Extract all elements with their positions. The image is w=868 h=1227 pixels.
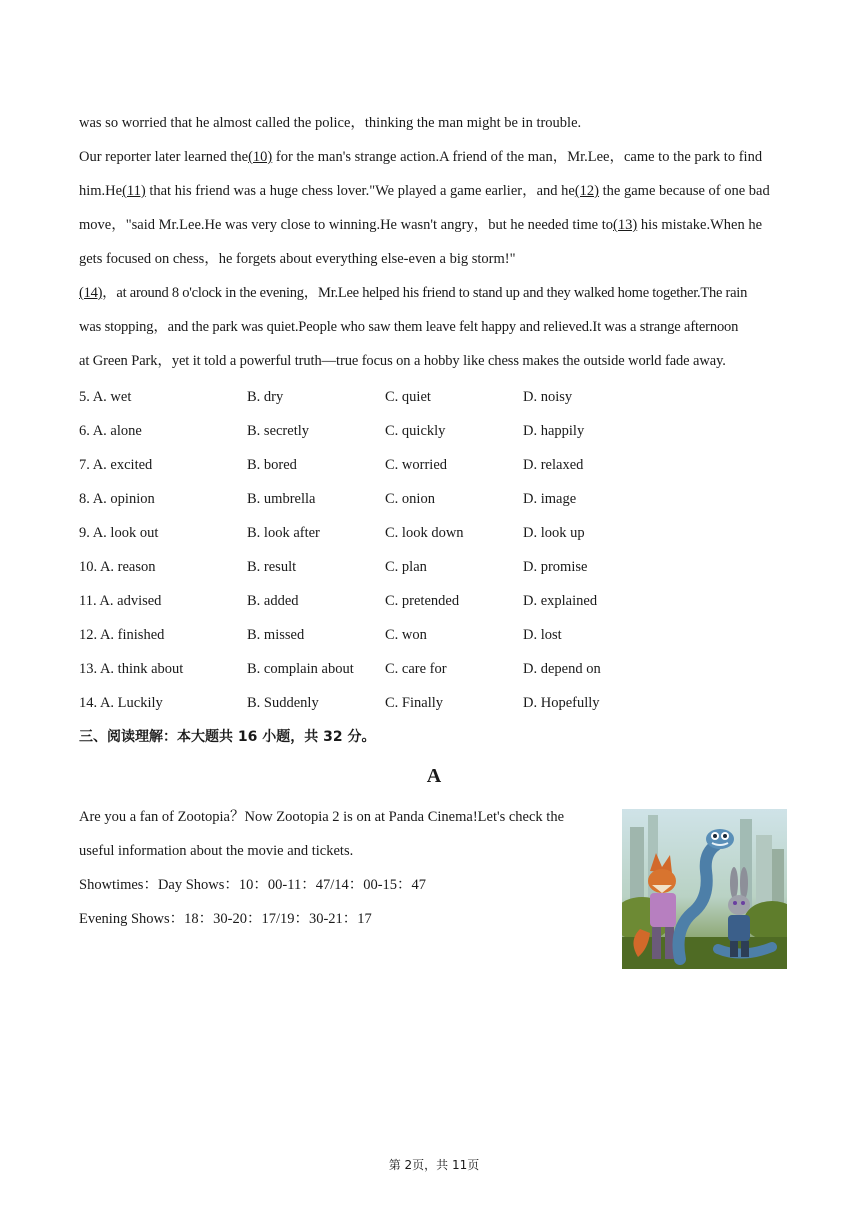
option-b: B. look after — [247, 525, 320, 541]
option-b: B. Suddenly — [247, 695, 319, 711]
option-b: B. added — [247, 593, 299, 609]
answer-options — [79, 380, 791, 720]
question-row-10 — [79, 550, 791, 584]
blank-11: (11) — [122, 183, 146, 199]
question-row-14 — [79, 686, 791, 720]
passage-line: gets focused on chess，he forgets about everything else-even a big storm!" — [79, 251, 516, 267]
option-d: D. Hopefully — [523, 695, 600, 711]
option-a: 11. A. advised — [79, 593, 162, 609]
option-d: D. explained — [523, 593, 598, 609]
option-c: C. quickly — [385, 423, 446, 439]
passage-line: move，"said Mr.Lee.He was very close to winning.He wasn't angry，but he needed time to(13) his mistake.When he — [79, 217, 763, 233]
option-b: B. complain about — [247, 661, 354, 677]
passage-line: Our reporter later learned the(10) for the man's strange action.A friend of the man，Mr.Lee，came to the park to find — [79, 149, 763, 165]
option-d: D. relaxed — [523, 457, 584, 473]
cloze-passage — [79, 106, 791, 378]
passage-line: at Green Park，yet it told a powerful truth—true focus on a hobby like chess makes the outside world fade away. — [79, 353, 726, 369]
poster-illustration — [622, 809, 787, 969]
passage-line: (14)，at around 8 o'clock in the evening，Mr.Lee helped his friend to stand up and they walked home together.The rain — [79, 285, 748, 301]
option-a: 6. A. alone — [79, 423, 142, 439]
option-c: C. quiet — [385, 389, 431, 405]
option-a: 14. A. Luckily — [79, 695, 163, 711]
option-d: D. happily — [523, 423, 585, 439]
option-d: D. noisy — [523, 389, 573, 405]
section-heading: 三、阅读理解：本大题共 16 小题，共 32 分。 — [79, 729, 376, 745]
blank-14: (14) — [79, 285, 103, 301]
question-row-7 — [79, 448, 791, 482]
option-c: C. look down — [385, 525, 464, 541]
option-c: C. Finally — [385, 695, 444, 711]
option-d: D. lost — [523, 627, 562, 643]
movie-poster-image — [622, 809, 787, 969]
option-a: 9. A. look out — [79, 525, 159, 541]
passage-line: was so worried that he almost called the police，thinking the man might be in trouble. — [79, 115, 582, 131]
page-footer: 第 2页，共 11页 — [388, 1158, 480, 1172]
question-row-11 — [79, 584, 791, 618]
option-c: C. won — [385, 627, 427, 643]
blank-10: (10) — [248, 149, 273, 165]
option-c: C. care for — [385, 661, 447, 677]
option-a: 7. A. excited — [79, 457, 153, 473]
question-row-9 — [79, 516, 791, 550]
question-row-6 — [79, 414, 791, 448]
option-a: 5. A. wet — [79, 389, 132, 405]
option-b: B. bored — [247, 457, 297, 473]
option-d: D. image — [523, 491, 577, 507]
passage-line: him.He(11) that his friend was a huge chess lover."We played a game earlier，and he(12) the game because of one bad — [79, 183, 770, 199]
showtimes-evening: Evening Shows：18：30-20：17/19：30-21：17 — [79, 911, 372, 927]
option-b: B. dry — [247, 389, 284, 405]
option-c: C. pretended — [385, 593, 460, 609]
intro-line: useful information about the movie and tickets. — [79, 843, 354, 859]
option-b: B. result — [247, 559, 297, 575]
question-row-5 — [79, 380, 791, 414]
option-d: D. depend on — [523, 661, 601, 677]
option-a: 12. A. finished — [79, 627, 165, 643]
option-c: C. worried — [385, 457, 448, 473]
question-row-8 — [79, 482, 791, 516]
option-c: C. onion — [385, 491, 435, 507]
intro-line: Are you a fan of Zootopia？Now Zootopia 2 is on at Panda Cinema!Let's check the — [79, 809, 565, 825]
blank-12: (12) — [574, 183, 600, 199]
option-a: 13. A. think about — [79, 661, 184, 677]
question-row-13 — [79, 652, 791, 686]
option-c: C. plan — [385, 559, 427, 575]
option-a: 8. A. opinion — [79, 491, 155, 507]
showtimes-day: Showtimes：Day Shows：10：00-11：47/14：00-15：47 — [79, 877, 427, 893]
part-title: A — [426, 765, 442, 787]
option-b: B. umbrella — [247, 491, 316, 507]
option-d: D. look up — [523, 525, 585, 541]
question-row-12 — [79, 618, 791, 652]
option-b: B. secretly — [247, 423, 310, 439]
blank-13: (13) — [613, 217, 638, 233]
passage-line: was stopping，and the park was quiet.People who saw them leave felt happy and relieved.It was a strange afternoon — [79, 319, 739, 335]
option-d: D. promise — [523, 559, 588, 575]
option-a: 10. A. reason — [79, 559, 156, 575]
option-b: B. missed — [247, 627, 305, 643]
movie-info — [79, 800, 599, 936]
